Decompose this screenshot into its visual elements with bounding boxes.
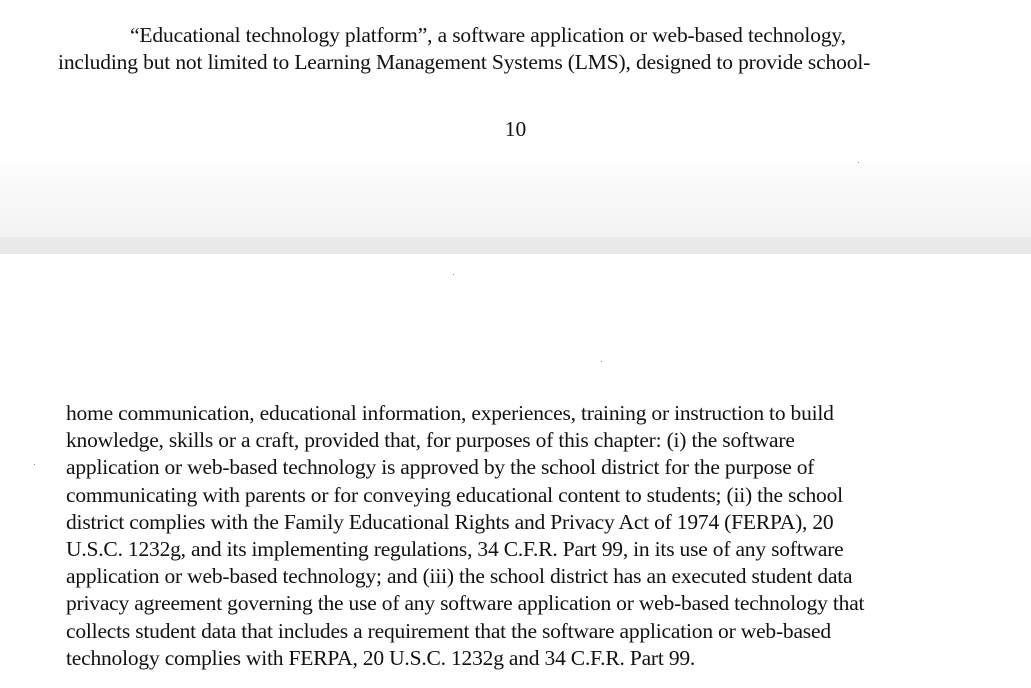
paragraph-line: technology complies with FERPA, 20 U.S.C. 1232g and 34 C.F.R. Part 99. <box>66 645 696 670</box>
scan-speck <box>601 361 602 362</box>
paragraph-line: collects student data that includes a requirement that the software application or web-based <box>66 618 831 643</box>
scan-speck <box>34 464 35 465</box>
paragraph-line: “Educational technology platform”, a software application or web-based technology, <box>130 23 846 47</box>
paragraph-line: knowledge, skills or a craft, provided that, for purposes of this chapter: (i) the software <box>66 428 795 453</box>
scan-speck <box>858 162 859 163</box>
paragraph-line: communicating with parents or for conveying educational content to students; (ii) the school <box>66 482 843 507</box>
paragraph-line: application or web-based technology is approved by the school district for the purpose of <box>66 455 815 480</box>
paragraph-line: application or web-based technology; and (iii) the school district has an executed student data <box>66 564 853 589</box>
paragraph-line: privacy agreement governing the use of any software application or web-based technology that <box>66 591 865 616</box>
page-top-section <box>0 0 1031 237</box>
page-number: 10 <box>504 117 527 141</box>
paragraph-line: including but not limited to Learning Management Systems (LMS), designed to provide school- <box>58 50 871 74</box>
paragraph-line: home communication, educational information, experiences, training or instruction to build <box>66 401 834 425</box>
page-separator <box>0 237 1031 254</box>
paragraph-line: district complies with the Family Educational Rights and Privacy Act of 1974 (FERPA), 20 <box>66 509 834 534</box>
continued-paragraph <box>66 400 864 672</box>
paragraph-line: U.S.C. 1232g, and its implementing regulations, 34 C.F.R. Part 99, in its use of any software <box>66 537 844 562</box>
scan-speck <box>453 274 454 275</box>
